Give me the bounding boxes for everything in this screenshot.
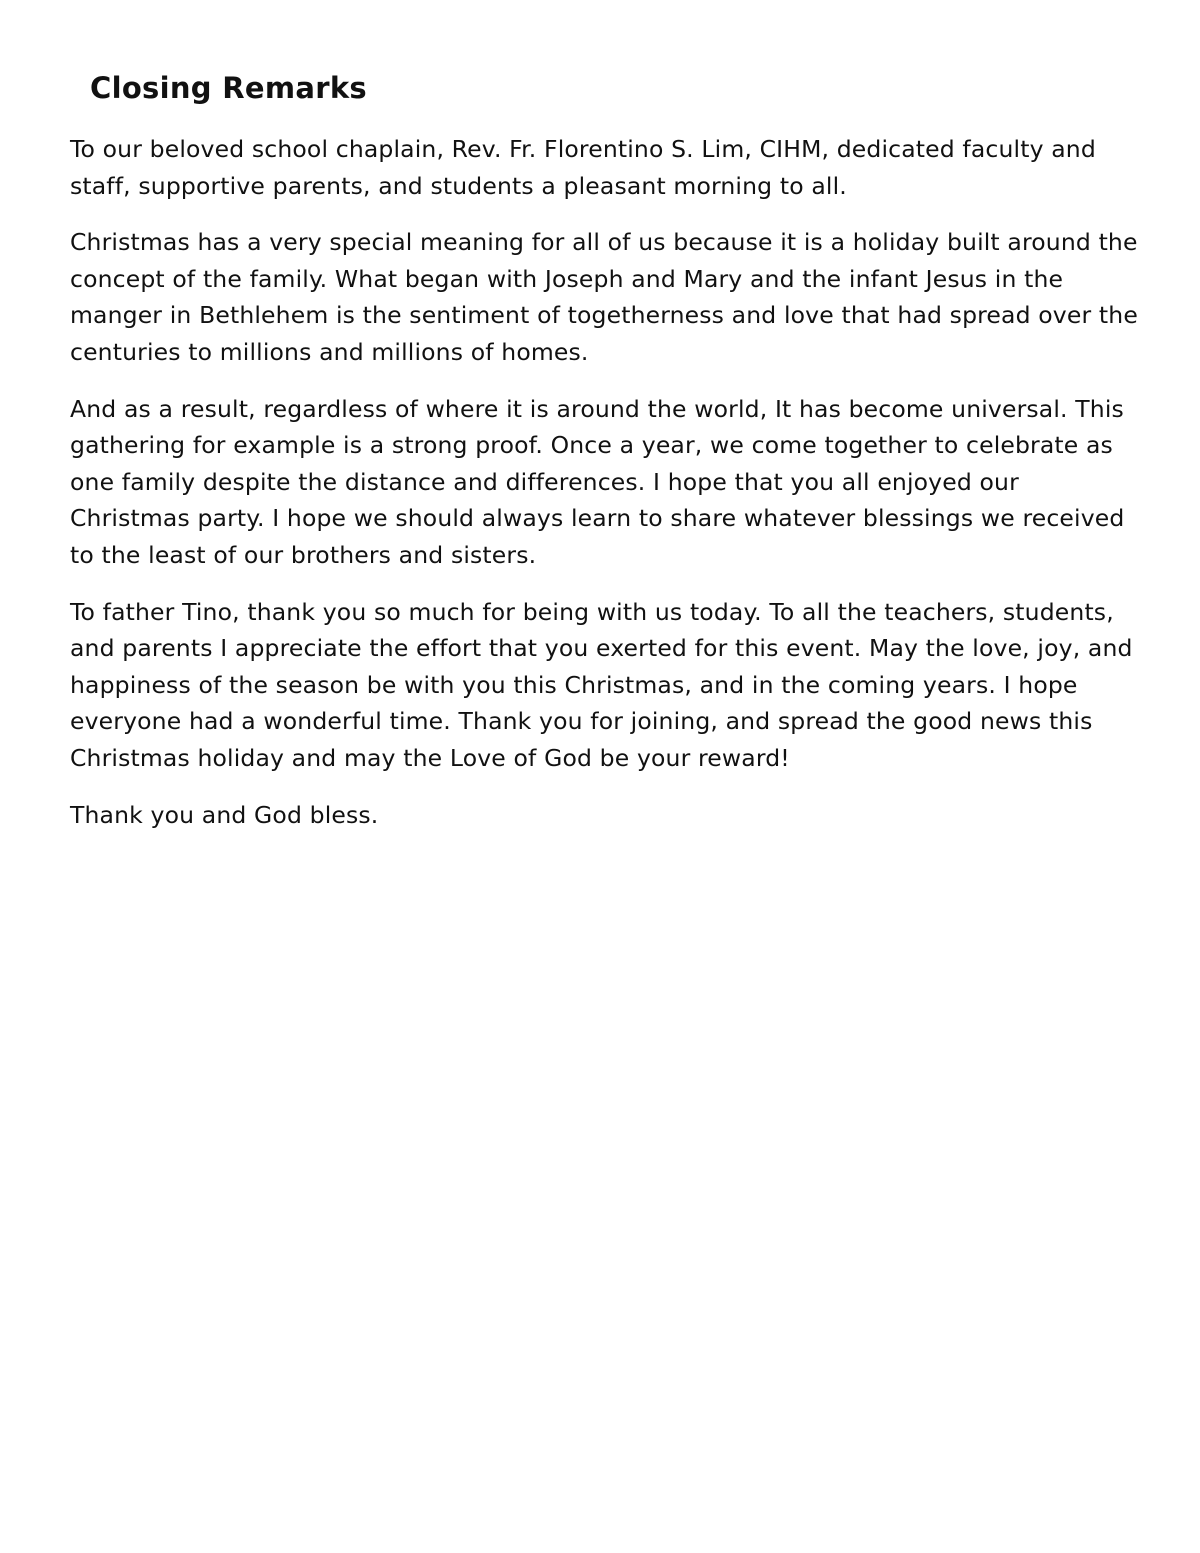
paragraph-thanks: To father Tino, thank you so much for being with us today. To all the teachers, students, and parents I appreciate the effort that you exerted for this event. May the love, joy, and happiness of the season be with you this Christmas, and in the coming years. I hope everyone had a wonderful time. Thank you for joining, and spread the good news this Christmas holiday and may the Love of God be your reward! [70, 597, 1133, 772]
paragraph-christmas-meaning: Christmas has a very special meaning for all of us because it is a holiday built around the concept of the family. What began with Joseph and Mary and the infant Jesus in the manger in Bethlehem is the sentiment of togetherness and love that had spread over the centuries to millions and millions of homes. [70, 228, 1138, 366]
paragraph-closing: Thank you and God bless. [70, 800, 379, 829]
paragraph-universal: And as a result, regardless of where it is around the world, It has become universal. This gathering for example is a strong proof. Once a year, we come together to celebrate as one family despite the distance and differences. I hope that you all enjoyed our Christmas party. I hope we should always learn to share whatever blessings we received to the least of our brothers and sisters. [70, 394, 1125, 569]
document-body [70, 131, 1145, 833]
document-title: Closing Remarks [90, 71, 367, 105]
paragraph-greeting: To our beloved school chaplain, Rev. Fr. Florentino S. Lim, CIHM, dedicated faculty and staff, supportive parents, and students a pleasant morning to all. [70, 135, 1096, 200]
